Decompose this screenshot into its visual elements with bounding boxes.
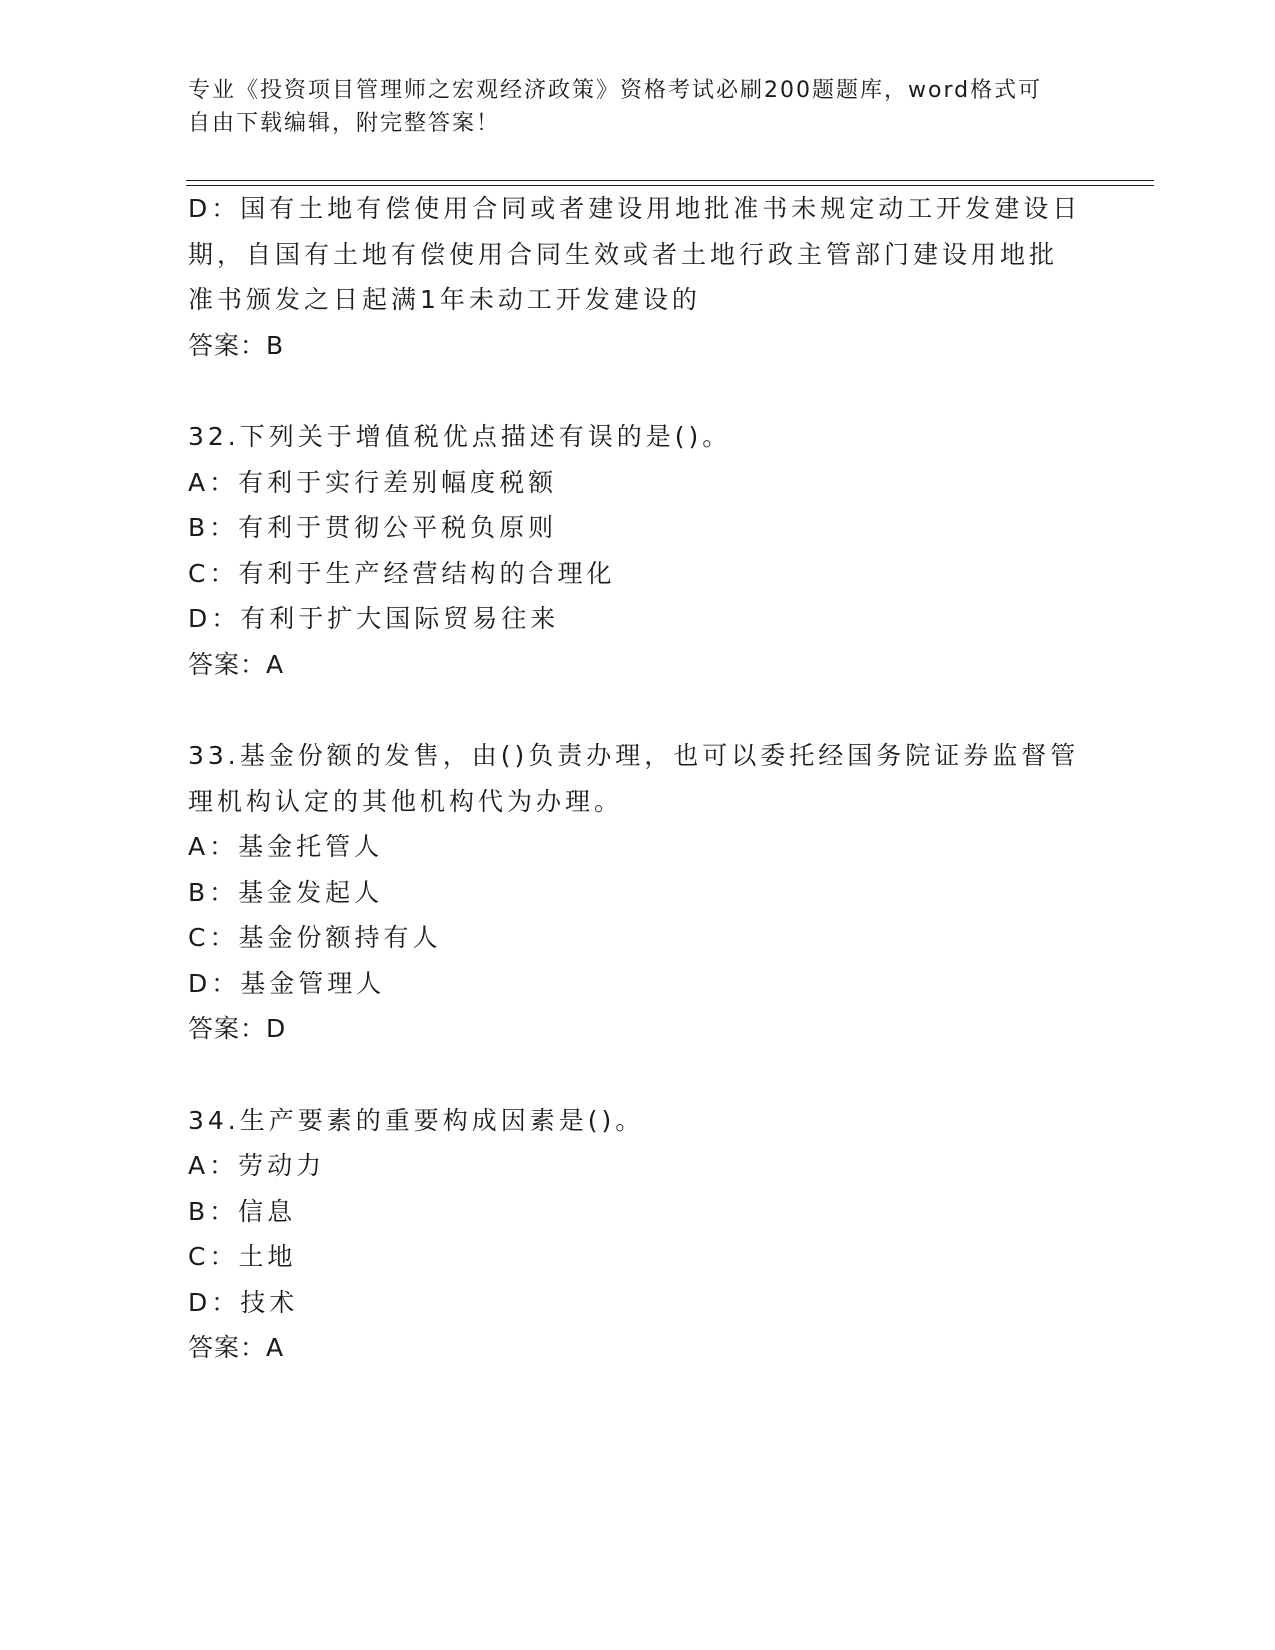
option-d-line-1: D：国有土地有偿使用合同或者建设用地批准书未规定动工开发建设日 [188, 194, 1082, 223]
answer-33: 答案：D [188, 1014, 287, 1043]
option-a: A：有利于实行差别幅度税额 [188, 467, 558, 497]
question-stem-line-2: 理机构认定的其他机构代为办理。 [188, 786, 624, 816]
option-b: B：信息 [188, 1196, 297, 1226]
header-divider-top [186, 180, 1154, 181]
question-32 [188, 414, 1088, 687]
option-d: D：基金管理人 [188, 968, 386, 998]
option-a: A：基金托管人 [188, 832, 384, 861]
option-d-line-3: 准书颁发之日起满1年未动工开发建设的 [188, 285, 701, 314]
question-stem-line-1: 33.基金份额的发售，由()负责办理，也可以委托经国务院证券监督管 [188, 741, 1080, 770]
header-title-line-1: 专业《投资项目管理师之宏观经济政策》资格考试必刷200题题库，word格式可 [188, 78, 1043, 103]
option-b: B：有利于贯彻公平税负原则 [188, 513, 558, 542]
question-34 [188, 1098, 1088, 1371]
question-33 [188, 733, 1088, 1052]
spacer [188, 687, 1088, 733]
option-b: B：基金发起人 [188, 877, 384, 907]
question-stem: 32.下列关于增值税优点描述有误的是()。 [188, 422, 732, 451]
header-title-line-2: 自由下载编辑，附完整答案！ [188, 111, 501, 136]
option-c: C：基金份额持有人 [188, 923, 442, 952]
question-list [188, 186, 1088, 1371]
question-31-continuation [188, 186, 1088, 368]
option-c: C：有利于生产经营结构的合理化 [188, 558, 616, 588]
question-stem: 34.生产要素的重要构成因素是()。 [188, 1105, 645, 1135]
option-d: D：技术 [188, 1287, 299, 1317]
option-a: A：劳动力 [188, 1151, 326, 1180]
option-d: D：有利于扩大国际贸易往来 [188, 604, 560, 633]
spacer [188, 1052, 1088, 1098]
answer-32: 答案：A [188, 649, 285, 679]
document-header [188, 74, 1088, 140]
option-d-line-2: 期，自国有土地有偿使用合同生效或者土地行政主管部门建设用地批 [188, 239, 1059, 269]
answer-34: 答案：A [188, 1333, 285, 1362]
option-c: C：土地 [188, 1242, 297, 1271]
answer-31: 答案：B [188, 330, 285, 360]
spacer [188, 368, 1088, 414]
